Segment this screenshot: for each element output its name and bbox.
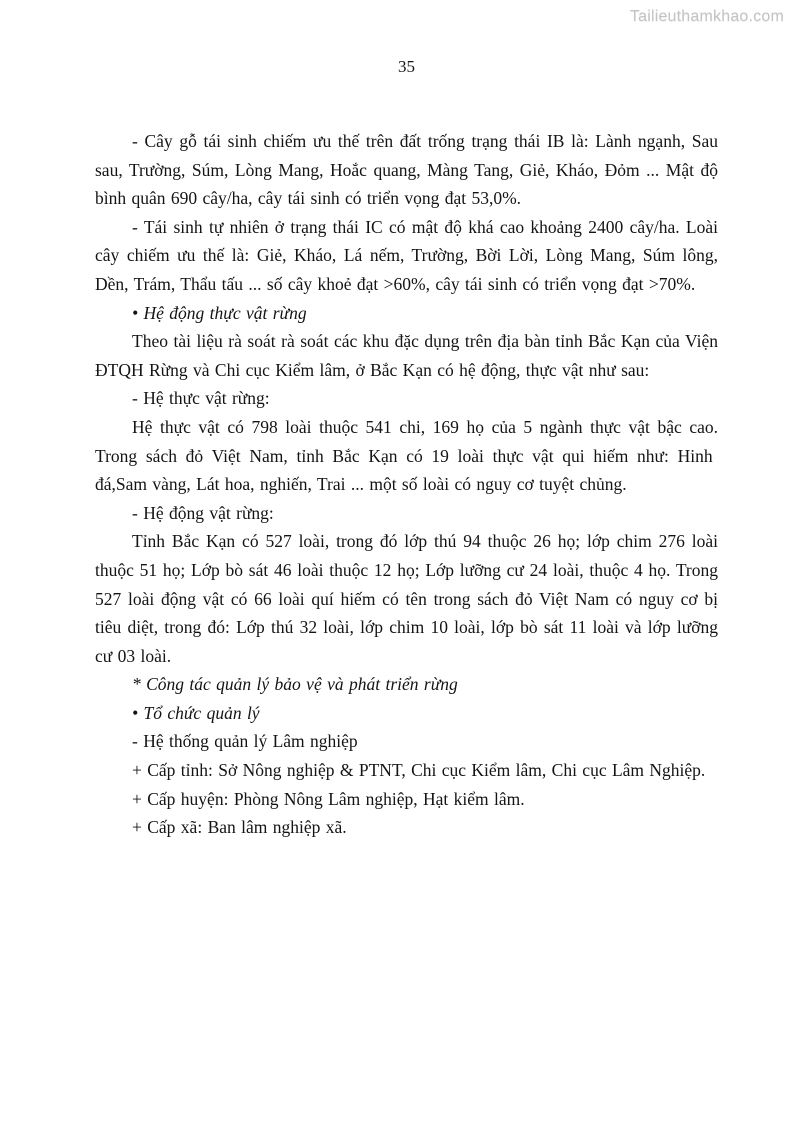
paragraph: - Hệ thực vật rừng: (132, 388, 270, 409)
paragraph: - Cây gỗ tái sinh chiếm ưu thế trên đất trống trạng thái IB là: Lành ngạnh, Sau sau, Trường, Súm, Lòng Mang, Hoắc quang, Màng Tang, Giẻ, Kháo, Đỏm ... Mật độ bình quân 690 cây/ha, cây tái sinh có triển vọng đạt 53,0%. (95, 131, 718, 209)
paragraph: + Cấp xã: Ban lâm nghiệp xã. (132, 817, 347, 838)
paragraph-heading: • Tổ chức quản lý (132, 702, 260, 723)
paragraph: + Cấp huyện: Phòng Nông Lâm nghiệp, Hạt kiểm lâm. (132, 788, 525, 809)
paragraph: - Hệ thống quản lý Lâm nghiệp (132, 731, 358, 752)
page-number: 35 (398, 57, 415, 76)
paragraph: Theo tài liệu rà soát rà soát các khu đặc dụng trên địa bàn tỉnh Bắc Kạn của Viện ĐTQH Rừng và Chi cục Kiểm lâm, ở Bắc Kạn có hệ động, thực vật như sau: (95, 331, 718, 380)
watermark: Tailieuthamkhao.com (629, 8, 784, 25)
paragraph-heading: • Hệ động thực vật rừng (132, 302, 307, 323)
paragraph-heading: * Công tác quản lý bảo vệ và phát triển rừng (132, 674, 458, 695)
paragraph: Tỉnh Bắc Kạn có 527 loài, trong đó lớp thú 94 thuộc 26 họ; lớp chim 276 loài thuộc 51 họ; Lớp bò sát 46 loài thuộc 12 họ; Lớp lưỡng cư 24 loài, thuộc 4 họ. Trong 527 loài động vật có 66 loài quí hiếm có tên trong sách đỏ Việt Nam có nguy cơ bị tiêu diệt, trong đó: Lớp thú 32 loài, lớp chim 10 loài, lớp bò sát 11 loài và lớp lưỡng cư 03 loài. (95, 531, 718, 666)
paragraph: - Hệ động vật rừng: (132, 502, 274, 523)
paragraph: Hệ thực vật có 798 loài thuộc 541 chi, 169 họ của 5 ngành thực vật bậc cao. Trong sách đỏ Việt Nam, tỉnh Bắc Kạn có 19 loài thực vật qui hiếm như: Hinh đá,Sam vàng, Lát hoa, nghiến, Trai ... một số loài có nguy cơ tuyệt chủng. (95, 416, 718, 495)
document-body (95, 127, 718, 842)
paragraph: + Cấp tỉnh: Sở Nông nghiệp & PTNT, Chi cục Kiểm lâm, Chi cục Lâm Nghiệp. (132, 760, 706, 781)
paragraph: - Tái sinh tự nhiên ở trạng thái IC có mật độ khá cao khoảng 2400 cây/ha. Loài cây chiếm ưu thế là: Giẻ, Kháo, Lá nếm, Trường, Bời Lời, Lòng Mang, Súm lông, Dền, Trám, Thẩu tấu ... số cây khoẻ đạt >60%, cây tái sinh có triển vọng đạt >70%. (95, 216, 718, 294)
